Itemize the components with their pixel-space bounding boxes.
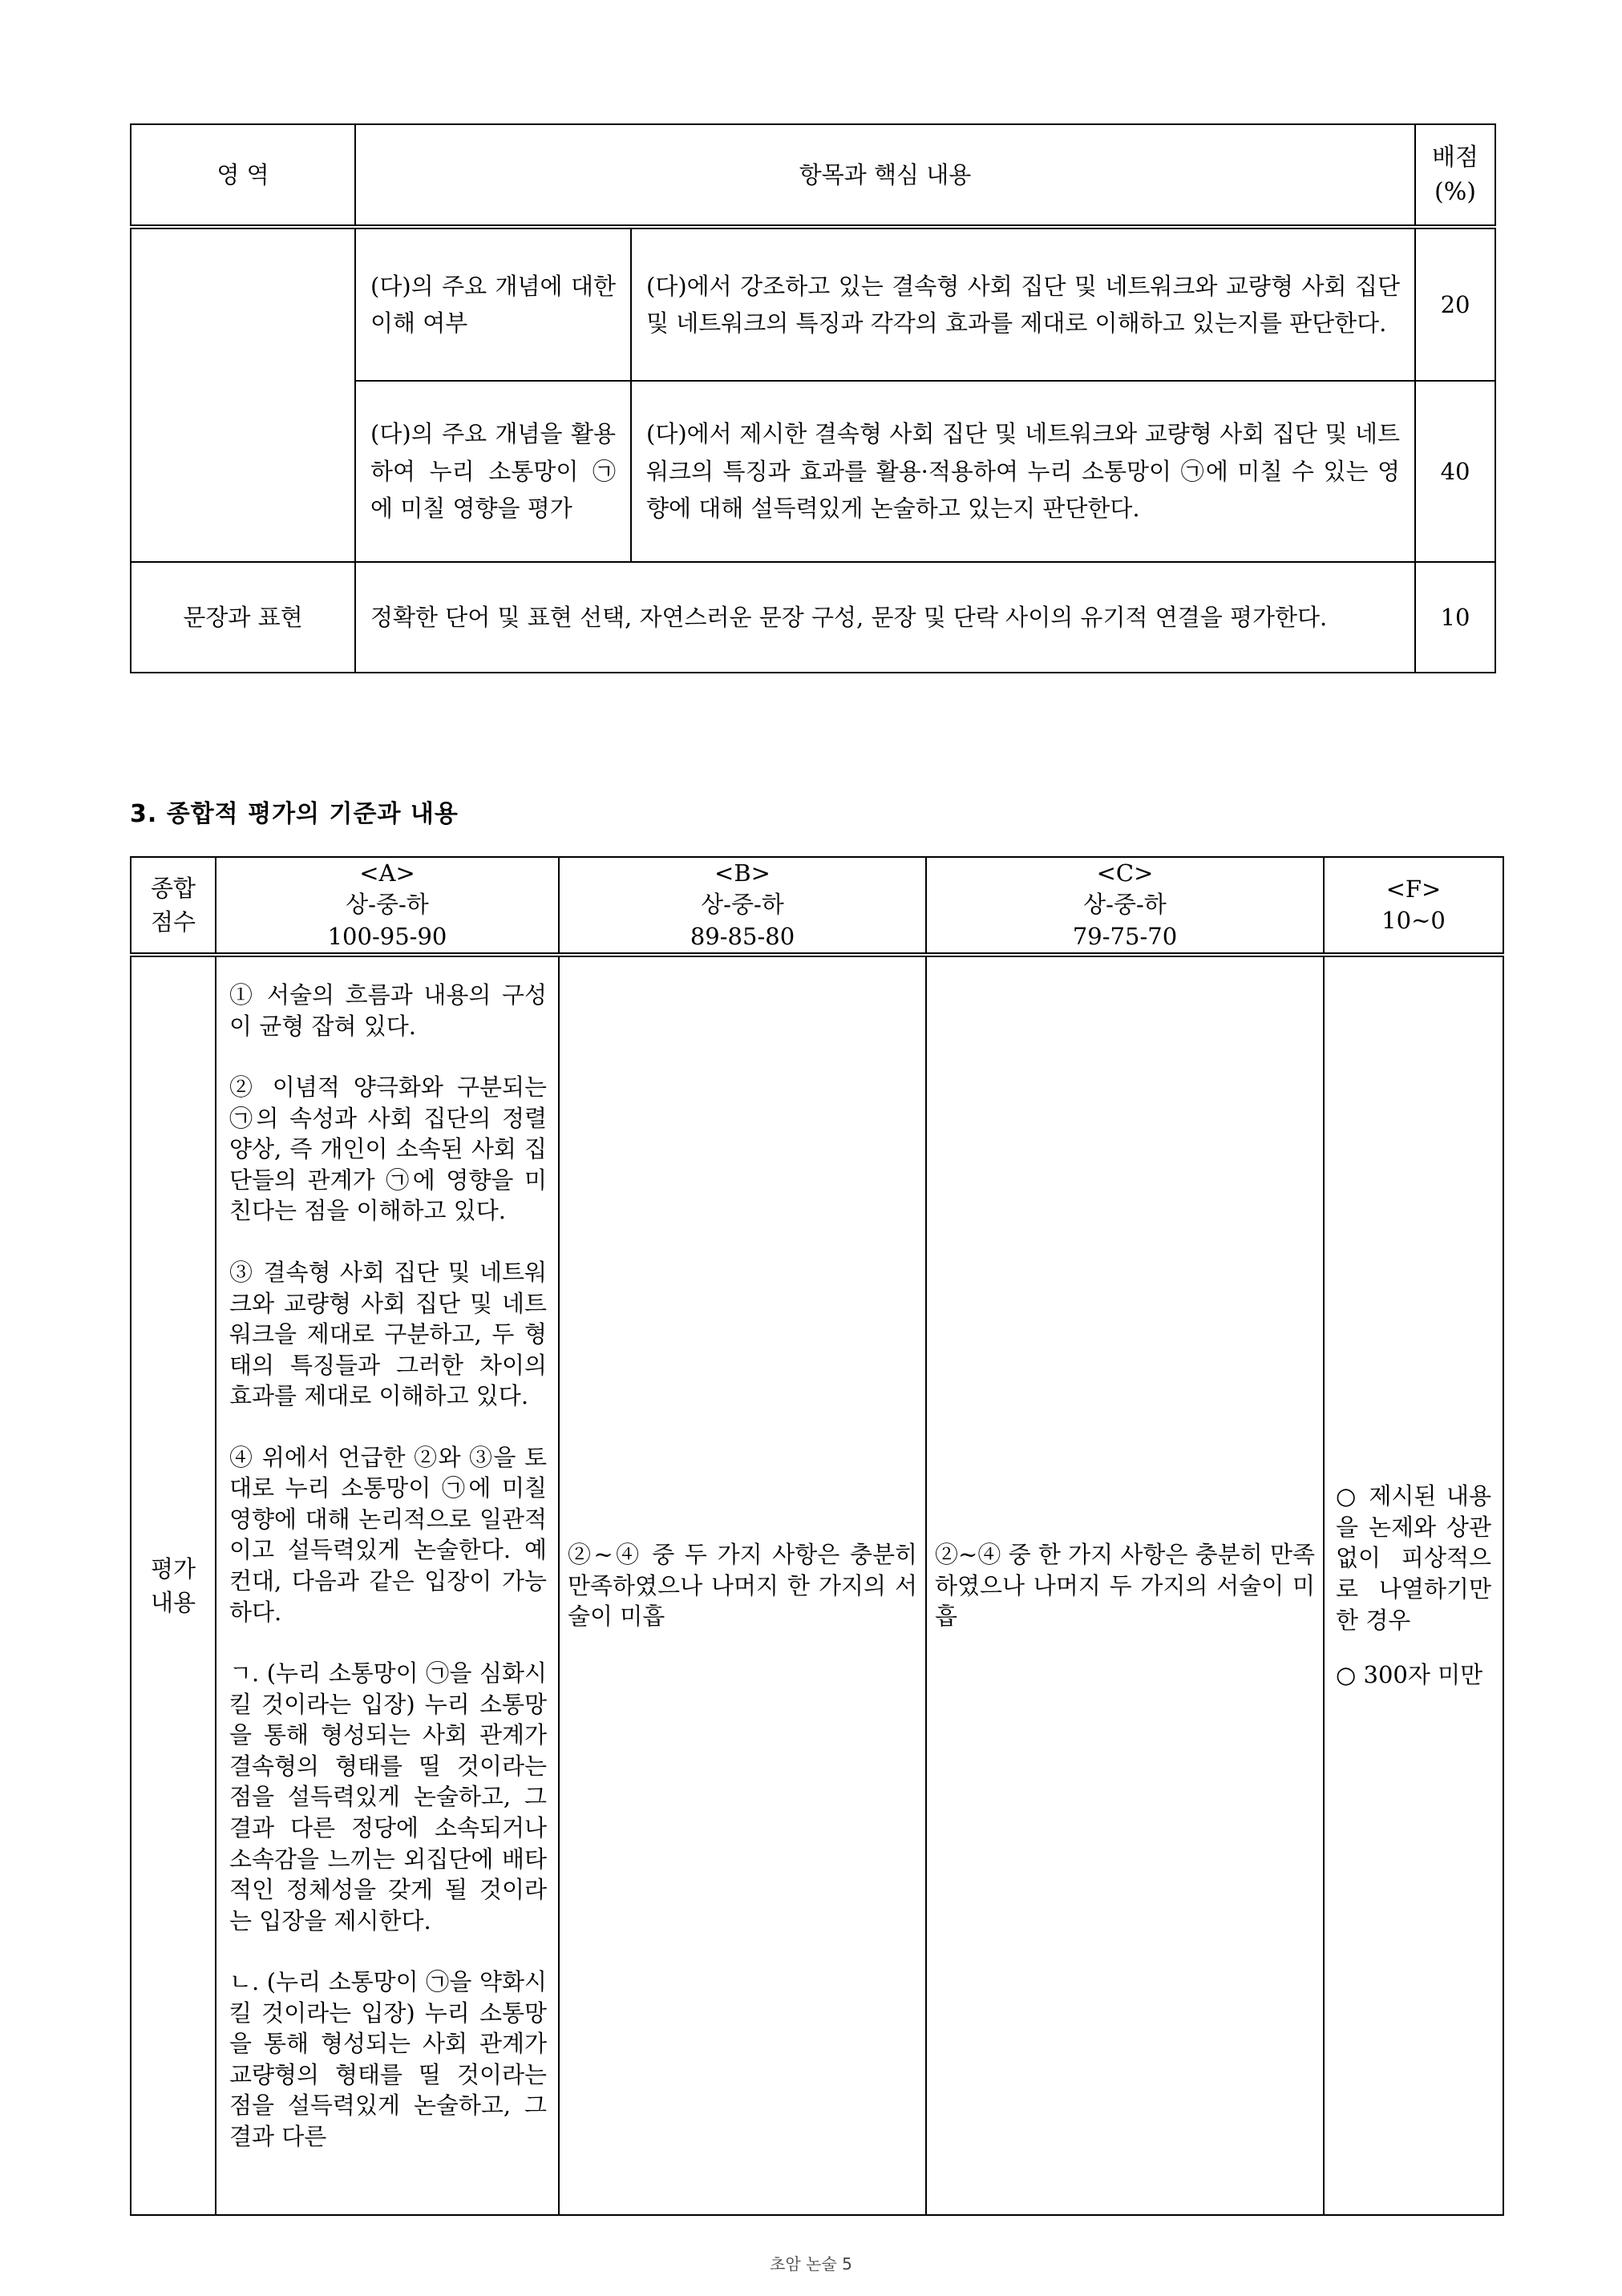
grade-range: 79-75-70 — [1072, 922, 1178, 950]
criterion-item: ○ 제시된 내용을 논제와 상관없이 피상적으로 나열하기만 한 경우 — [1336, 1482, 1491, 1634]
scoring-table — [130, 123, 1496, 673]
grade-label: <A> — [359, 859, 415, 887]
item-cell: (다)의 주요 개념에 대한 이해 여부 — [355, 227, 631, 381]
content-cell: 정확한 단어 및 표현 선택, 자연스러운 문장 구성, 문장 및 단락 사이의 유기적 연결을 평가한다. — [355, 562, 1415, 673]
evaluation-table-header — [131, 857, 1503, 955]
grade-label: <B> — [714, 859, 771, 887]
grade-range: 100-95-90 — [327, 922, 447, 950]
criterion-item: ① 서술의 흐름과 내용의 구성이 균형 잡혀 있다. — [229, 981, 547, 1040]
grade-f-header — [1324, 857, 1503, 955]
criterion-item: ㄱ. (누리 소통망이 ㉠을 심화시킬 것이라는 입장) 누리 소통망을 통해 형성되는 사회 관계가 결속형의 형태를 띨 것이라는 점을 설득력있게 논술하고, 그 결과 다른 정당에 소속되거나 소속감을 느끼는 외집단에 배타적인 정체성을 갖게 될 것이라는 입장을 제시한다. — [229, 1659, 547, 1934]
score-cell: 10 — [1415, 562, 1495, 673]
total-score-label: 종합 점수 — [131, 857, 216, 955]
score-cell: 40 — [1415, 381, 1495, 562]
scoring-table-header — [131, 124, 1495, 227]
grade-c-header — [926, 857, 1324, 955]
criterion-item: ④ 위에서 언급한 ②와 ③을 토대로 누리 소통망이 ㉠에 미칠 영향에 대해 논리적으로 일관적이고 설득력있게 논술한다. 예컨대, 다음과 같은 입장이 가능하다. — [229, 1443, 547, 1626]
section-title: 3. 종합적 평가의 기준과 내용 — [130, 800, 459, 828]
table-row — [131, 227, 1495, 381]
grade-sub: 상-중-하 — [346, 891, 429, 919]
table-row — [131, 955, 1503, 2215]
grade-f-criteria — [1324, 955, 1503, 2215]
criterion-item: ③ 결속형 사회 집단 및 네트워크와 교량형 사회 집단 및 네트워크을 제대로 구분하고, 두 형태의 특징들과 그러한 차이의 효과를 제대로 이해하고 있다. — [229, 1258, 547, 1410]
page-footer: 초암 논술 5 — [770, 2254, 852, 2274]
header-score: 배점 (%) — [1415, 124, 1495, 227]
criterion-item: ○ 300자 미만 — [1336, 1661, 1483, 1689]
area-cell: 문장과 표현 — [131, 562, 355, 673]
content-cell: (다)에서 강조하고 있는 결속형 사회 집단 및 네트워크와 교량형 사회 집단 및 네트워크의 특징과 각각의 효과를 제대로 이해하고 있는지를 판단한다. — [631, 227, 1415, 381]
evaluation-table — [130, 856, 1504, 2216]
item-cell: (다)의 주요 개념을 활용하여 누리 소통망이 ㉠에 미칠 영향을 평가 — [355, 381, 631, 562]
criterion-item: ㄴ. (누리 소통망이 ㉠을 약화시킬 것이라는 입장) 누리 소통망을 통해 형성되는 사회 관계가 교량형의 형태를 띨 것이라는 점을 설득력있게 논술하고, 그 결과 다른 — [229, 1968, 547, 2150]
grade-sub: 상-중-하 — [701, 891, 784, 919]
grade-range: 89-85-80 — [690, 922, 795, 950]
area-cell-empty — [131, 227, 355, 562]
header-items: 항목과 핵심 내용 — [355, 124, 1415, 227]
grade-b-criteria: ②~④ 중 두 가지 사항은 충분히 만족하였으나 나머지 한 가지의 서술이 미흡 — [559, 955, 926, 2215]
grade-label: <C> — [1096, 859, 1154, 887]
grade-a-criteria — [216, 955, 559, 2215]
grade-label: <F> — [1385, 875, 1442, 903]
table-row — [131, 562, 1495, 673]
grade-sub: 상-중-하 — [1083, 891, 1167, 919]
criterion-item: ② 이념적 양극화와 구분되는 ㉠의 속성과 사회 집단의 정렬 양상, 즉 개인이 소속된 사회 집단들의 관계가 ㉠에 영향을 미친다는 점을 이해하고 있다. — [229, 1073, 547, 1225]
grade-b-header — [559, 857, 926, 955]
grade-a-header — [216, 857, 559, 955]
grade-c-criteria: ②~④ 중 한 가지 사항은 충분히 만족하였으나 나머지 두 가지의 서술이 미흡 — [926, 955, 1324, 2215]
score-cell: 20 — [1415, 227, 1495, 381]
header-area: 영 역 — [131, 124, 355, 227]
row-label: 평가 내용 — [131, 955, 216, 2215]
content-cell: (다)에서 제시한 결속형 사회 집단 및 네트워크와 교량형 사회 집단 및 네트워크의 특징과 효과를 활용·적용하여 누리 소통망이 ㉠에 미칠 수 있는 영향에 대해 설득력있게 논술하고 있는지 판단한다. — [631, 381, 1415, 562]
grade-range: 10~0 — [1381, 907, 1446, 934]
